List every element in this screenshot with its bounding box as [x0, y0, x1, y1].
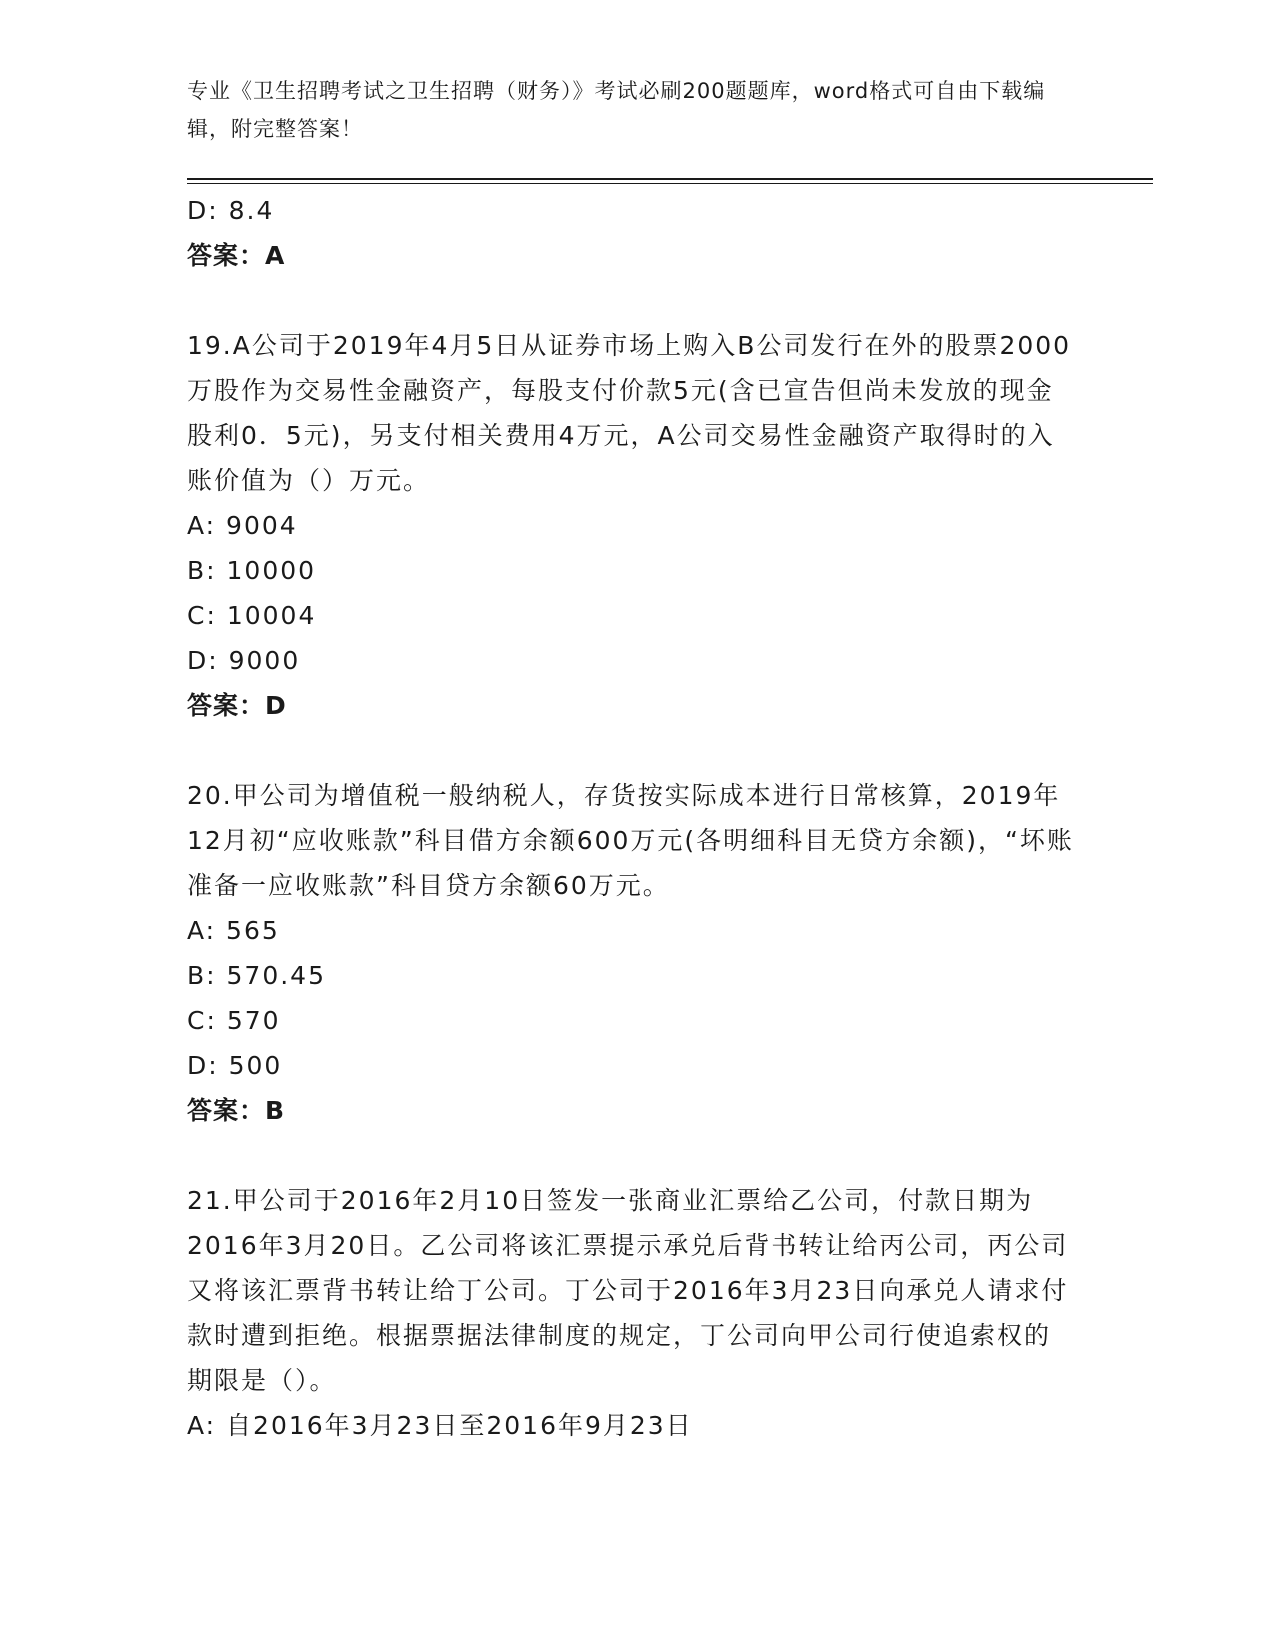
question-19-option-d: D: 9000: [187, 646, 301, 675]
question-19-option-a: A: 9004: [187, 511, 298, 540]
prev-option-d: D: 8.4: [187, 196, 275, 225]
question-20-option-c: C: 570: [187, 1006, 281, 1035]
spacer: [187, 278, 1087, 323]
document-header: 专业《卫生招聘考试之卫生招聘（财务）》考试必刷200题题库，word格式可自由下载编辑，附完整答案！: [187, 79, 1046, 141]
question-21-text: 21.甲公司于2016年2月10日签发一张商业汇票给乙公司，付款日期为2016年3月20日。乙公司将该汇票提示承兑后背书转让给丙公司，丙公司又将该汇票背书转让给丁公司。丁公司于2016年3月23日向承兑人请求付款时遭到拒绝。根据票据法律制度的规定，丁公司向甲公司行使追索权的期限是（）。: [187, 1186, 1069, 1395]
question-19-text: 19.A公司于2019年4月5日从证券市场上购入B公司发行在外的股票2000万股作为交易性金融资产，每股支付价款5元(含已宣告但尚未发放的现金股利0．5元)，另支付相关费用4万元，A公司交易性金融资产取得时的入账价值为（）万元。: [187, 331, 1072, 495]
question-20-option-b: B: 570.45: [187, 961, 326, 990]
question-20-text: 20.甲公司为增值税一般纳税人，存货按实际成本进行日常核算，2019年12月初“应收账款”科目借方余额600万元(各明细科目无贷方余额)，“坏账准备一应收账款”科目贷方余额60万元。: [187, 781, 1074, 900]
question-19-option-c: C: 10004: [187, 601, 317, 630]
header-divider-thin: [187, 183, 1153, 184]
question-20-option-a: A: 565: [187, 916, 280, 945]
question-19-option-b: B: 10000: [187, 556, 317, 585]
question-20-option-d: D: 500: [187, 1051, 283, 1080]
prev-answer: 答案：A: [187, 241, 286, 270]
document-content: [187, 188, 1087, 1448]
question-20-answer: 答案：B: [187, 1096, 286, 1125]
header-divider-thick: [187, 178, 1153, 180]
spacer: [187, 1133, 1087, 1178]
spacer: [187, 728, 1087, 773]
question-21-option-a: A: 自2016年3月23日至2016年9月23日: [187, 1411, 693, 1440]
question-19-answer: 答案：D: [187, 691, 287, 720]
